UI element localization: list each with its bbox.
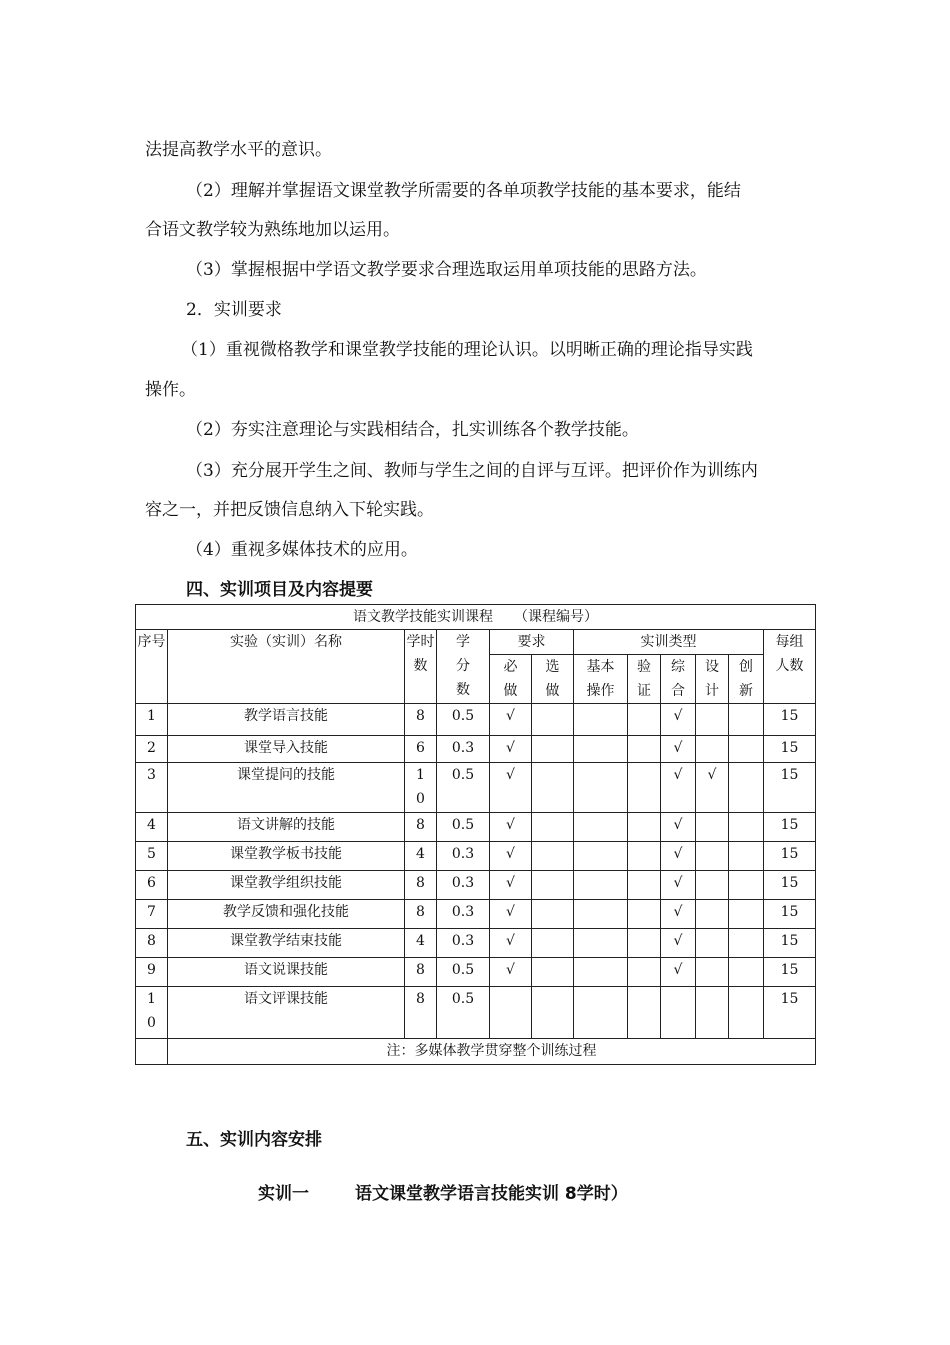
header-name: 实验（实训）名称 — [168, 630, 405, 704]
cell-verify — [628, 763, 661, 813]
header-training-type: 实训类型 — [574, 630, 764, 655]
cell-verify — [628, 958, 661, 987]
paragraph: （1）重视微格教学和课堂教学技能的理论认识。以明晰正确的理论指导实践 — [181, 340, 753, 360]
cell-verify — [628, 736, 661, 763]
cell-name: 课堂教学组织技能 — [168, 871, 405, 900]
cell-credits: 0.3 — [437, 736, 490, 763]
cell-design — [696, 704, 729, 736]
cell-innovate — [729, 929, 764, 958]
cell-design — [696, 900, 729, 929]
table-note: 注：多媒体教学贯穿整个训练过程 — [168, 1039, 816, 1065]
cell-name: 语文评课技能 — [168, 987, 405, 1039]
cell-hours: 8 — [405, 704, 437, 736]
header-required: 必做 — [490, 655, 532, 704]
paragraph: （3）掌握根据中学语文教学要求合理选取运用单项技能的思路方法。 — [186, 260, 707, 280]
cell-seq: 9 — [136, 958, 168, 987]
cell-credits: 0.3 — [437, 871, 490, 900]
cell-elective — [532, 763, 574, 813]
cell-innovate — [729, 763, 764, 813]
cell-group: 15 — [764, 842, 816, 871]
paragraph: 法提高教学水平的意识。 — [145, 140, 332, 160]
cell-basic — [574, 763, 628, 813]
section-heading: 五、实训内容安排 — [186, 1130, 322, 1150]
table-row — [136, 987, 816, 1039]
table-row — [136, 704, 816, 736]
table-row — [136, 813, 816, 842]
cell-innovate — [729, 842, 764, 871]
cell-elective — [532, 813, 574, 842]
cell-group: 15 — [764, 763, 816, 813]
cell-design — [696, 842, 729, 871]
cell-seq: 4 — [136, 813, 168, 842]
header-credits: 学分数 — [437, 630, 490, 704]
course-table — [135, 604, 816, 1065]
cell-group: 15 — [764, 871, 816, 900]
cell-seq: 7 — [136, 900, 168, 929]
header-seq: 序号 — [136, 630, 168, 704]
cell-basic — [574, 842, 628, 871]
cell-innovate — [729, 704, 764, 736]
cell-basic — [574, 900, 628, 929]
cell-design: √ — [696, 763, 729, 813]
cell-required: √ — [490, 704, 532, 736]
cell-basic — [574, 987, 628, 1039]
cell-group: 15 — [764, 736, 816, 763]
cell-credits: 0.3 — [437, 929, 490, 958]
cell-credits: 0.5 — [437, 987, 490, 1039]
cell-comprehensive: √ — [661, 871, 696, 900]
cell-elective — [532, 958, 574, 987]
cell-verify — [628, 900, 661, 929]
cell-required: √ — [490, 813, 532, 842]
cell-group: 15 — [764, 813, 816, 842]
header-innovate: 创新 — [729, 655, 764, 704]
cell-name: 教学语言技能 — [168, 704, 405, 736]
cell-innovate — [729, 958, 764, 987]
header-hours: 学时数 — [405, 630, 437, 704]
cell-required: √ — [490, 929, 532, 958]
cell-seq: 1 — [136, 704, 168, 736]
cell-credits: 0.3 — [437, 900, 490, 929]
cell-design — [696, 871, 729, 900]
cell-basic — [574, 929, 628, 958]
cell-credits: 0.3 — [437, 842, 490, 871]
cell-design — [696, 736, 729, 763]
cell-elective — [532, 842, 574, 871]
section-heading: 四、实训项目及内容提要 — [186, 580, 373, 600]
cell-hours: 8 — [405, 871, 437, 900]
cell-basic — [574, 958, 628, 987]
cell-comprehensive: √ — [661, 813, 696, 842]
cell-design — [696, 813, 729, 842]
table-row — [136, 842, 816, 871]
cell-hours: 8 — [405, 813, 437, 842]
paragraph: 合语文教学较为熟练地加以运用。 — [145, 220, 400, 240]
cell-design — [696, 987, 729, 1039]
cell-required: √ — [490, 871, 532, 900]
cell-group: 15 — [764, 900, 816, 929]
training-title: 语文课堂教学语言技能实训 8学时） — [355, 1184, 628, 1204]
training-title-label: 实训一 — [258, 1184, 309, 1204]
cell-verify — [628, 704, 661, 736]
cell-design — [696, 929, 729, 958]
paragraph: （4）重视多媒体技术的应用。 — [186, 540, 418, 560]
cell-comprehensive — [661, 987, 696, 1039]
cell-credits: 0.5 — [437, 813, 490, 842]
cell-verify — [628, 842, 661, 871]
cell-basic — [574, 813, 628, 842]
cell-hours: 6 — [405, 736, 437, 763]
cell-required — [490, 987, 532, 1039]
cell-required: √ — [490, 958, 532, 987]
cell-group: 15 — [764, 987, 816, 1039]
cell-verify — [628, 871, 661, 900]
cell-name: 课堂导入技能 — [168, 736, 405, 763]
cell-comprehensive: √ — [661, 900, 696, 929]
cell-group: 15 — [764, 929, 816, 958]
cell-hours: 8 — [405, 958, 437, 987]
header-design: 设计 — [696, 655, 729, 704]
cell-elective — [532, 929, 574, 958]
cell-seq: 10 — [136, 987, 168, 1039]
paragraph: （2）理解并掌握语文课堂教学所需要的各单项教学技能的基本要求，能结 — [186, 181, 741, 201]
cell-hours: 4 — [405, 842, 437, 871]
cell-elective — [532, 871, 574, 900]
subheading: 2．实训要求 — [186, 300, 282, 320]
cell-elective — [532, 900, 574, 929]
cell-name: 课堂教学板书技能 — [168, 842, 405, 871]
cell-hours: 4 — [405, 929, 437, 958]
cell-basic — [574, 736, 628, 763]
cell-verify — [628, 929, 661, 958]
cell-credits: 0.5 — [437, 704, 490, 736]
table-title: 语文教学技能实训课程 （课程编号） — [136, 605, 816, 630]
header-requirement: 要求 — [490, 630, 574, 655]
table-row — [136, 871, 816, 900]
table-row — [136, 763, 816, 813]
cell-comprehensive: √ — [661, 704, 696, 736]
cell-group: 15 — [764, 958, 816, 987]
cell-hours: 8 — [405, 900, 437, 929]
cell-design — [696, 958, 729, 987]
cell-seq: 2 — [136, 736, 168, 763]
header-basic-op: 基本操作 — [574, 655, 628, 704]
cell-required: √ — [490, 736, 532, 763]
cell-innovate — [729, 736, 764, 763]
cell-basic — [574, 871, 628, 900]
header-comprehensive: 综合 — [661, 655, 696, 704]
paragraph: （2）夯实注意理论与实践相结合，扎实训练各个教学技能。 — [186, 420, 639, 440]
cell-verify — [628, 987, 661, 1039]
table-row — [136, 900, 816, 929]
cell-comprehensive: √ — [661, 842, 696, 871]
cell-name: 教学反馈和强化技能 — [168, 900, 405, 929]
table-row — [136, 958, 816, 987]
cell-comprehensive: √ — [661, 958, 696, 987]
header-group-size: 每组人数 — [764, 630, 816, 704]
cell-name: 课堂提问的技能 — [168, 763, 405, 813]
cell-required: √ — [490, 842, 532, 871]
paragraph: 操作。 — [145, 380, 196, 400]
header-verify: 验证 — [628, 655, 661, 704]
cell-seq: 5 — [136, 842, 168, 871]
cell-hours: 8 — [405, 987, 437, 1039]
note-blank-cell — [136, 1039, 168, 1065]
paragraph: 容之一，并把反馈信息纳入下轮实践。 — [145, 500, 434, 520]
header-elective: 选做 — [532, 655, 574, 704]
cell-comprehensive: √ — [661, 736, 696, 763]
cell-innovate — [729, 813, 764, 842]
cell-name: 课堂教学结束技能 — [168, 929, 405, 958]
cell-elective — [532, 704, 574, 736]
cell-verify — [628, 813, 661, 842]
cell-innovate — [729, 871, 764, 900]
table-row — [136, 929, 816, 958]
cell-innovate — [729, 900, 764, 929]
cell-hours: 10 — [405, 763, 437, 813]
cell-credits: 0.5 — [437, 958, 490, 987]
cell-group: 15 — [764, 704, 816, 736]
cell-comprehensive: √ — [661, 929, 696, 958]
cell-name: 语文讲解的技能 — [168, 813, 405, 842]
cell-elective — [532, 987, 574, 1039]
cell-credits: 0.5 — [437, 763, 490, 813]
cell-seq: 6 — [136, 871, 168, 900]
cell-required: √ — [490, 900, 532, 929]
cell-elective — [532, 736, 574, 763]
paragraph: （3）充分展开学生之间、教师与学生之间的自评与互评。把评价作为训练内 — [186, 461, 758, 481]
cell-required: √ — [490, 763, 532, 813]
cell-basic — [574, 704, 628, 736]
cell-seq: 8 — [136, 929, 168, 958]
cell-comprehensive: √ — [661, 763, 696, 813]
cell-name: 语文说课技能 — [168, 958, 405, 987]
table-row — [136, 736, 816, 763]
cell-seq: 3 — [136, 763, 168, 813]
cell-innovate — [729, 987, 764, 1039]
